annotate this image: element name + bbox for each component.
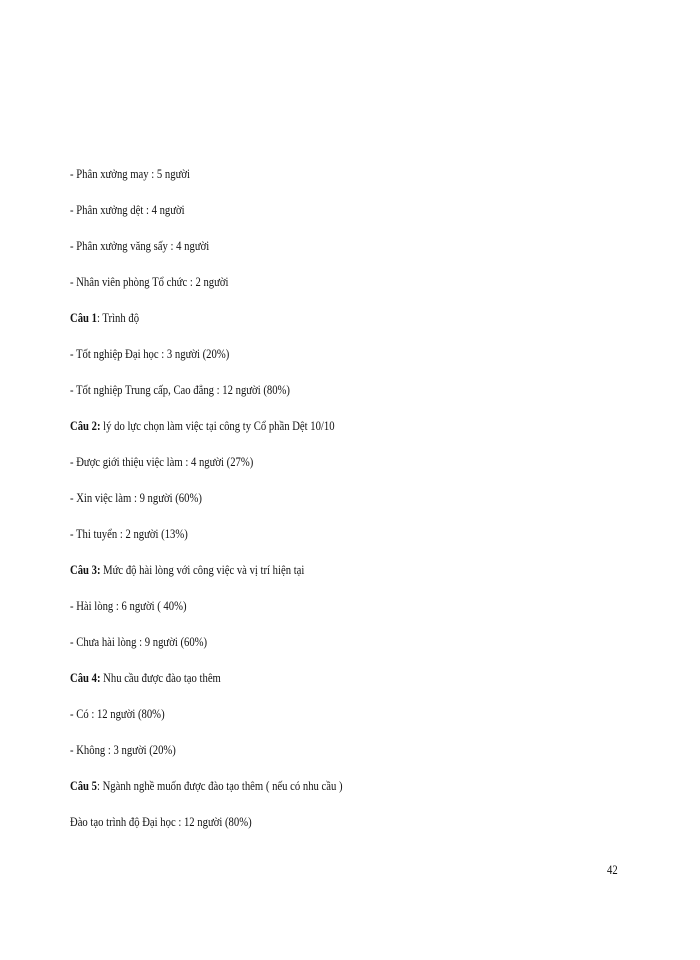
question-label: Câu 5 — [70, 778, 97, 793]
line-text: - Chưa hài lòng : 9 người (60%) — [70, 634, 208, 649]
line-text: - Thi tuyển : 2 người (13%) — [70, 526, 188, 541]
line-text: - Nhân viên phòng Tổ chức : 2 người — [70, 274, 229, 289]
question-heading — [70, 310, 139, 326]
text-line — [70, 490, 202, 506]
question-heading — [70, 562, 304, 578]
text-line — [70, 742, 176, 758]
question-text: lý do lực chọn làm việc tại công ty Cổ phần Dệt 10/10 — [100, 418, 335, 433]
text-line — [70, 634, 207, 650]
text-line — [70, 454, 253, 470]
question-heading — [70, 670, 221, 686]
page-number: 42 — [607, 862, 618, 877]
question-text: Nhu cầu được đào tạo thêm — [100, 670, 221, 685]
question-heading — [70, 418, 335, 434]
text-line — [70, 814, 252, 830]
question-label: Câu 2: — [70, 418, 101, 433]
line-text: - Tốt nghiệp Trung cấp, Cao đẳng : 12 người (80%) — [70, 382, 290, 397]
line-text: - Phân xưởng văng sấy : 4 người — [70, 238, 210, 253]
text-line — [70, 598, 187, 614]
text-line — [70, 274, 229, 290]
line-text: - Phân xưởng may : 5 người — [70, 166, 190, 181]
line-text: - Được giới thiệu việc làm : 4 người (27%) — [70, 454, 254, 469]
question-label: Câu 4: — [70, 670, 101, 685]
line-text: - Có : 12 người (80%) — [70, 706, 165, 721]
question-label: Câu 1 — [70, 310, 97, 325]
question-label: Câu 3: — [70, 562, 101, 577]
text-line — [70, 706, 165, 722]
line-text: - Phân xưởng dệt : 4 người — [70, 202, 185, 217]
text-line — [70, 382, 290, 398]
question-text: : Trình độ — [96, 310, 140, 325]
line-text: - Hài lòng : 6 người ( 40%) — [70, 598, 187, 613]
question-heading — [70, 778, 343, 794]
text-line — [70, 346, 229, 362]
text-line — [70, 202, 185, 218]
question-text: : Ngành nghề muốn được đào tạo thêm ( nếu có nhu cầu ) — [96, 778, 343, 793]
text-line — [70, 238, 209, 254]
text-line — [70, 526, 188, 542]
line-text: - Không : 3 người (20%) — [70, 742, 176, 757]
question-text: Mức độ hài lòng với công việc và vị trí hiện tại — [100, 562, 305, 577]
line-text: Đào tạo trình độ Đại học : 12 người (80%) — [70, 814, 252, 829]
line-text: - Tốt nghiệp Đại học : 3 người (20%) — [70, 346, 230, 361]
text-line — [70, 166, 190, 182]
line-text: - Xin việc làm : 9 người (60%) — [70, 490, 202, 505]
